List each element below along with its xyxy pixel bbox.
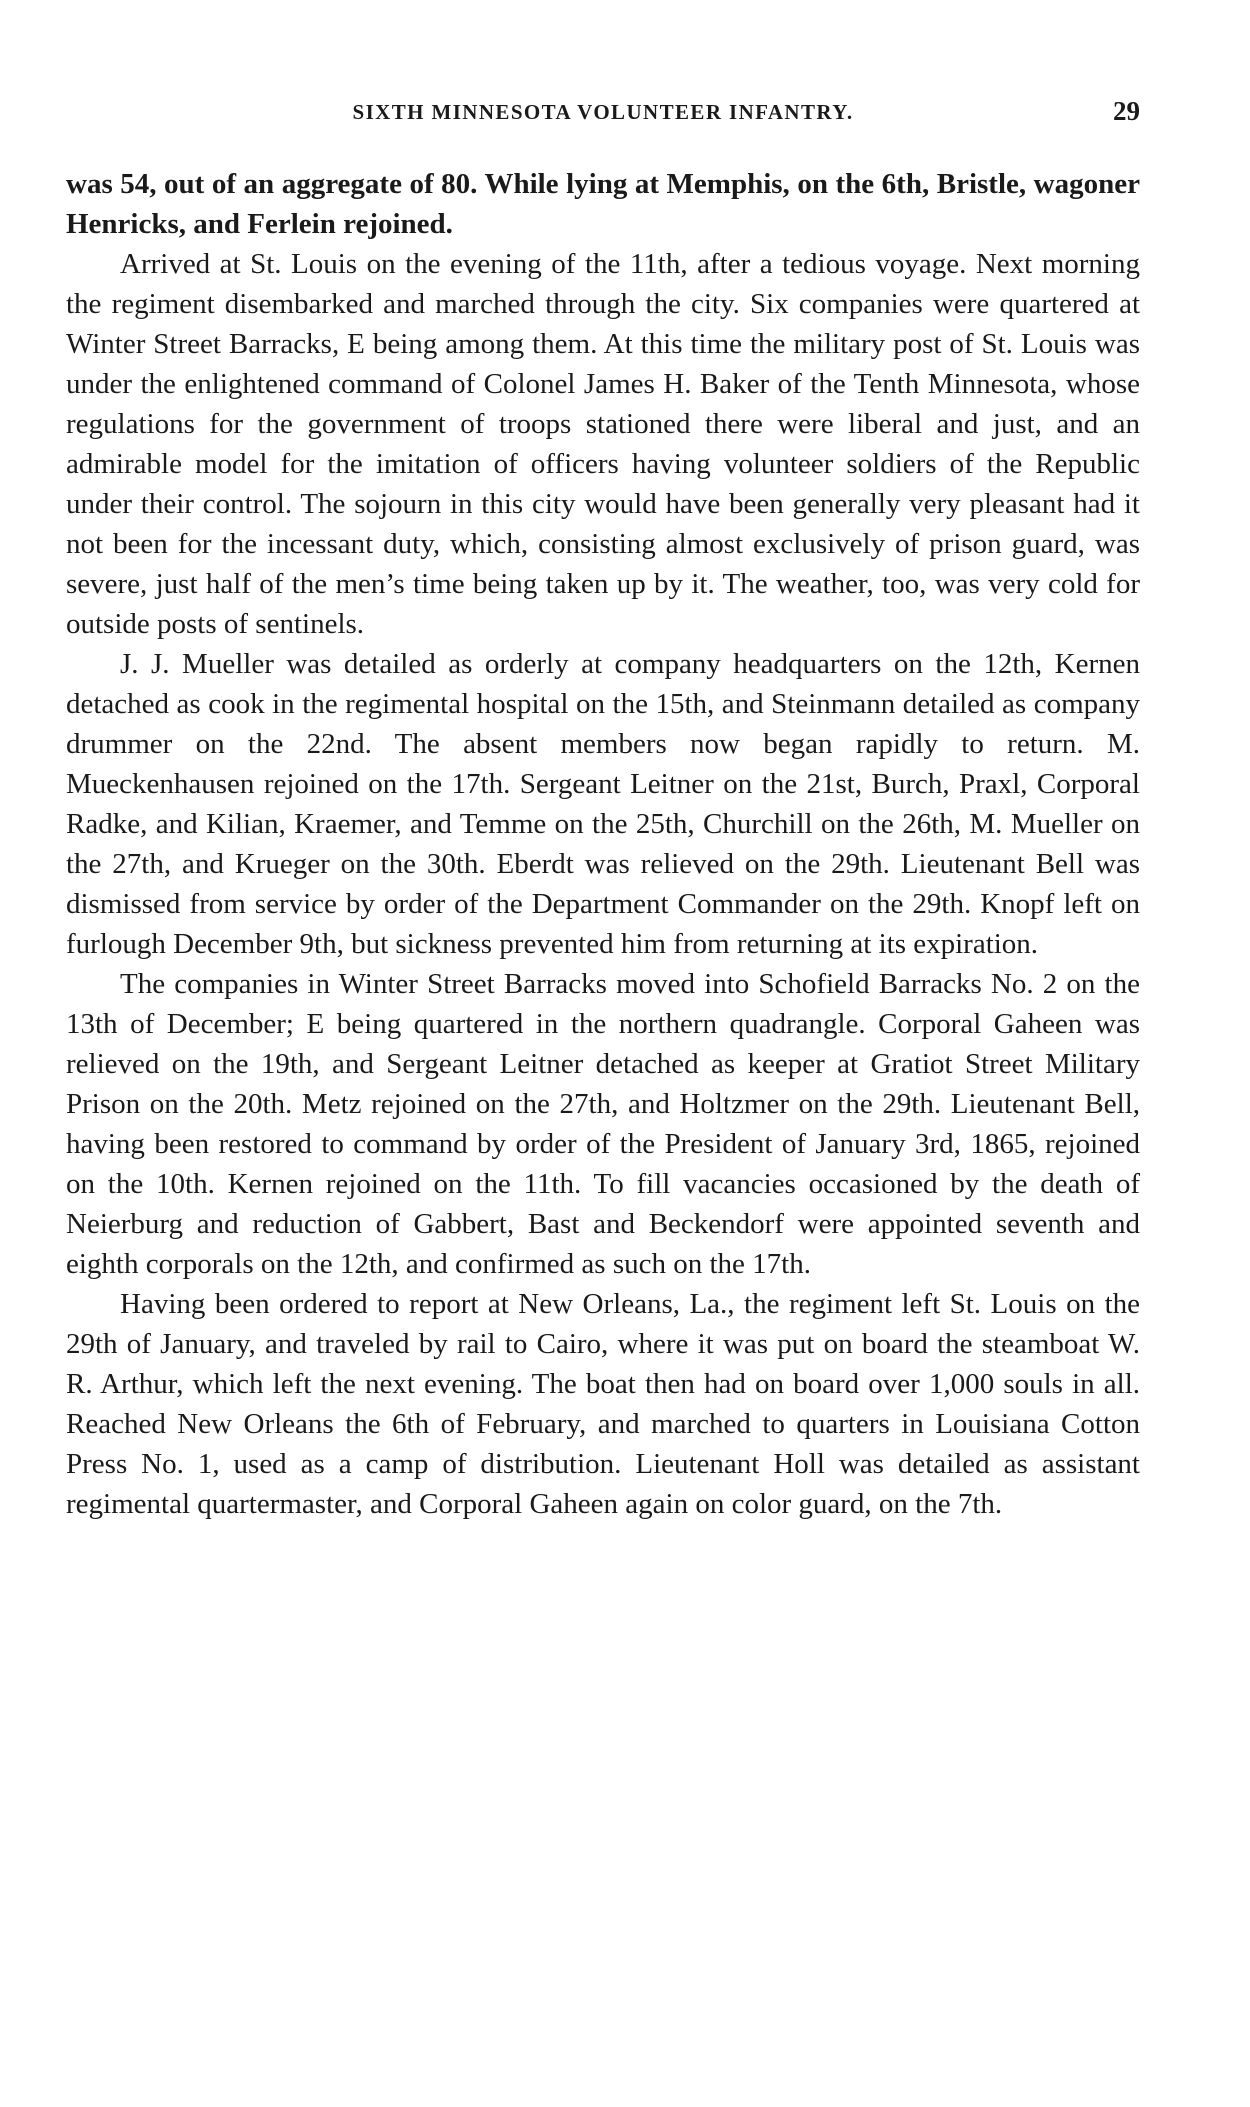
paragraph-details-and-returns: J. J. Mueller was detailed as orderly at company headquarters on the 12th, Kernen detached as cook in the regimental hospital on the 15th, and Steinmann detailed as company drummer on the 22nd. The absent members now began rapidly to return. M. Mueckenhausen rejoined on the 17th. Sergeant Leitner on the 21st, Burch, Praxl, Corporal Radke, and Kilian, Kraemer, and Temme on the 25th, Churchill on the 26th, M. Mueller on the 27th, and Krueger on the 30th. Eberdt was relieved on the 29th. Lieutenant Bell was dismissed from service by order of the Department Commander on the 29th. Knopf left on furlough December 9th, but sickness prevented him from returning at its expiration. (66, 648, 1140, 960)
running-title: SIXTH MINNESOTA VOLUNTEER INFANTRY. (352, 100, 854, 124)
body-text (66, 164, 1140, 1524)
paragraph-new-orleans: Having been ordered to report at New Orleans, La., the regiment left St. Louis on the 29th of January, and traveled by rail to Cairo, where it was put on board the steamboat W. R. Arthur, which left the next evening. The boat then had on board over 1,000 souls in all. Reached New Orleans the 6th of February, and marched to quarters in Louisiana Cotton Press No. 1, used as a camp of distribution. Lieutenant Holl was detailed as assistant regimental quartermaster, and Corporal Gaheen again on color guard, on the 7th. (66, 1288, 1140, 1520)
paragraph-continuation: was 54, out of an aggregate of 80. While lying at Memphis, on the 6th, Bristle, wagoner Henricks, and Ferlein rejoined. (66, 168, 1140, 240)
paragraph-schofield-barracks: The companies in Winter Street Barracks moved into Schofield Barracks No. 2 on the 13th of December; E being quartered in the northern quadrangle. Corporal Gaheen was relieved on the 19th, and Sergeant Leitner detached as keeper at Gratiot Street Military Prison on the 20th. Metz rejoined on the 27th, and Holtzmer on the 29th. Lieutenant Bell, having been restored to command by order of the President of January 3rd, 1865, rejoined on the 10th. Kernen rejoined on the 11th. To fill vacancies occasioned by the death of Neierburg and reduction of Gabbert, Bast and Beckendorf were appointed seventh and eighth corporals on the 12th, and confirmed as such on the 17th. (66, 968, 1140, 1280)
paragraph-st-louis-arrival: Arrived at St. Louis on the evening of the 11th, after a tedious voyage. Next morning the regiment disembarked and marched through the city. Six companies were quartered at Winter Street Barracks, E being among them. At this time the military post of St. Louis was under the enlightened command of Colonel James H. Baker of the Tenth Minnesota, whose regulations for the government of troops stationed there were liberal and just, and an admirable model for the imitation of officers having volunteer soldiers of the Republic under their control. The sojourn in this city would have been generally very pleasant had it not been for the incessant duty, which, consisting almost exclusively of prison guard, was severe, just half of the men’s time being taken up by it. The weather, too, was very cold for outside posts of sentinels. (66, 248, 1140, 640)
page-number: 29 (1113, 96, 1140, 126)
running-head (66, 96, 1140, 136)
